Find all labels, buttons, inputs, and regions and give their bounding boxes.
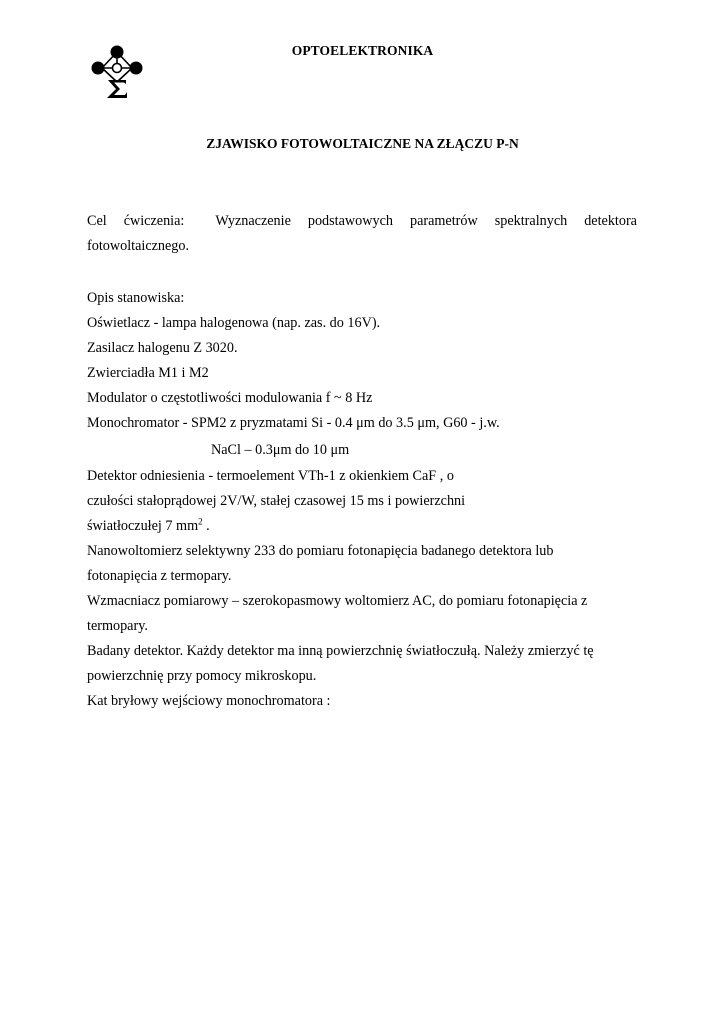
setup-line-nanovoltmeter-cont: fotonapięcia z termopary. bbox=[87, 568, 232, 584]
goal-continuation: fotowoltaicznego. bbox=[87, 238, 190, 254]
document-title: ZJAWISKO FOTOWOLTAICZNE NA ZŁĄCZU P-N bbox=[206, 136, 519, 151]
area-exponent: 2 bbox=[198, 516, 203, 527]
setup-line-power-supply: Zasilacz halogenu Z 3020. bbox=[87, 340, 238, 356]
setup-line-reference-detector: Detektor odniesienia - termoelement VTh-1 z okienkiem CaF , o bbox=[87, 468, 454, 484]
setup-heading: Opis stanowiska: bbox=[87, 290, 185, 306]
goal-word: detektora bbox=[584, 213, 637, 229]
setup-line-nacl: NaCl – 0.3μm do 10 μm bbox=[211, 442, 350, 458]
setup-line-sensitivity: czułości stałoprądowej 2V/W, stałej czasowej 15 ms i powierzchni bbox=[87, 493, 466, 509]
goal-word: podstawowych bbox=[307, 213, 393, 229]
setup-line-solid-angle: Kat bryłowy wejściowy monochromatora : bbox=[87, 693, 331, 709]
goal-line bbox=[87, 212, 637, 230]
goal-word: Wyznaczenie bbox=[215, 213, 291, 229]
setup-line-mirrors: Zwierciadła M1 i M2 bbox=[87, 365, 209, 381]
goal-word: parametrów bbox=[409, 213, 478, 229]
area-period: . bbox=[202, 518, 210, 534]
goal-word: spektralnych bbox=[494, 213, 568, 229]
goal-word: Cel bbox=[87, 213, 107, 229]
setup-line-monochromator: Monochromator - SPM2 z pryzmatami Si - 0.4 μm do 3.5 μm, G60 - j.w. bbox=[87, 415, 500, 431]
setup-line-area bbox=[87, 517, 210, 535]
setup-line-illuminator: Oświetlacz - lampa halogenowa (nap. zas. do 16V). bbox=[87, 315, 381, 331]
setup-line-amplifier-cont: termopary. bbox=[87, 618, 148, 634]
setup-line-nanovoltmeter: Nanowoltomierz selektywny 233 do pomiaru fotonapięcia badanego detektora lub bbox=[87, 543, 554, 559]
area-text: światłoczułej 7 mm bbox=[87, 518, 199, 534]
goal-word: ćwiczenia: bbox=[123, 213, 185, 229]
org-title: OPTOELEKTRONIKA bbox=[291, 43, 434, 58]
setup-line-amplifier: Wzmacniacz pomiarowy – szerokopasmowy woltomierz AC, do pomiaru fotonapięcia z bbox=[87, 593, 588, 609]
setup-line-detector: Badany detektor. Każdy detektor ma inną powierzchnię światłoczułą. Należy zmierzyć tę bbox=[87, 643, 594, 659]
setup-line-detector-cont: powierzchnię przy pomocy mikroskopu. bbox=[87, 668, 317, 684]
setup-line-modulator: Modulator o częstotliwości modulowania f ~ 8 Hz bbox=[87, 390, 373, 406]
